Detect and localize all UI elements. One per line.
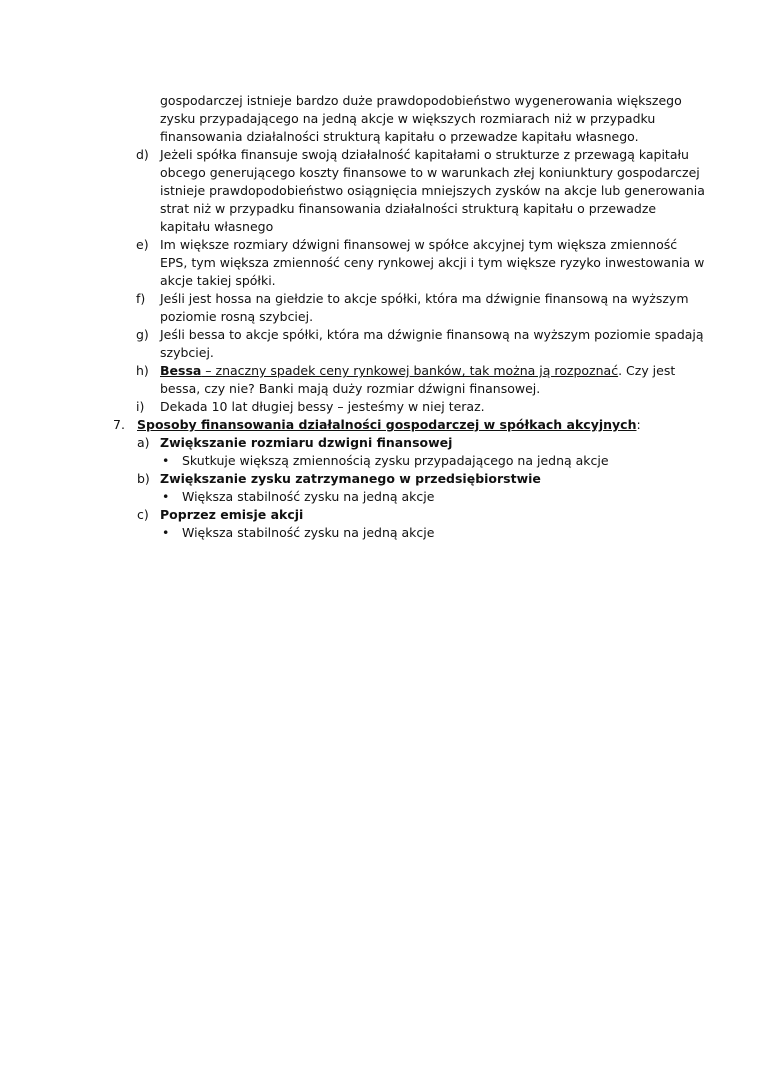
list-label: f) bbox=[136, 291, 146, 306]
document-page: gospodarczej istnieje bardzo duże prawdopodobieństwo wygenerowania większego zysku przypadającego na jedną akcje w większych rozmiarach niż w przypadku finansowania działalności strukturą kapitału o przewadze kapitału własnego. d) Jeżeli spółka finansuje swoją działalność kapitałami o strukturze z przewagą kapitału obcego generującego koszty finansowe to w warunkach złej koniunktury gospodarczej istnieje prawdopodobieństwo osiągnięcia mniejszych zysków na akcje lub generowania strat niż w przypadku finansowania działalności strukturą kapitału o przewadze kapitału własnego e) Im większe rozmiary dźwigni finansowej w spółce akcyjnej tym większa zmienność EPS, tym większa zmienność ceny rynkowej akcji i tym większe ryzyko inwestowania w akcje takiej spółki. f) Jeśli jest hossa na giełdzie to akcje spółki, która ma dźwignie finansową na wyższym poziomie rosną szybciej. g) Jeśli bessa to akcje spółki, która ma dźwignie finansową na wyższym poziomie spadają szybciej. h) Bessa – znaczny spadek ceny rynkowej banków, tak można ją rozpoznać. Czy jest bessa, czy nie? Banki mają duży rozmiar dźwigni finansowej. i) Dekada 10 lat długiej bessy – jesteśmy w niej teraz. 7. Sposoby finansowania działalności gospodarczej w spółkach akcyjnych: a) Zwiększanie rozmiaru dzwigni finansowej • Skutkuje większą zmiennością zysku przypadającego na jedną akcje b) Zwiększanie zysku zatrzymanego w przedsiębiorstwie • Większa stabilność zysku na jedną akcje c) Poprzez emisje akcji • Większa stabilność zysku na jedną akcje bbox=[113, 93, 705, 540]
bullet-icon: • bbox=[162, 525, 170, 540]
section-title: Sposoby finansowania działalności gospodarczej w spółkach akcyjnych bbox=[137, 417, 637, 432]
subsection-title: Zwiększanie rozmiaru dzwigni finansowej bbox=[160, 435, 453, 450]
list-label: h) bbox=[136, 363, 149, 378]
section-number: 7. bbox=[113, 417, 125, 432]
bullet-icon: • bbox=[162, 489, 170, 504]
list-label: a) bbox=[137, 435, 150, 450]
bullet-icon: • bbox=[162, 453, 170, 468]
list-label: c) bbox=[137, 507, 149, 522]
list-label: g) bbox=[136, 327, 149, 342]
subsection-title: Zwiększanie zysku zatrzymanego w przedsiębiorstwie bbox=[160, 471, 541, 486]
list-label: i) bbox=[136, 399, 145, 414]
list-label: b) bbox=[137, 471, 150, 486]
list-label: d) bbox=[136, 147, 149, 162]
list-label: e) bbox=[136, 237, 149, 252]
term-bessa: Bessa bbox=[160, 363, 202, 378]
subsection-title: Poprzez emisje akcji bbox=[160, 507, 304, 522]
term-definition: – znaczny spadek ceny rynkowej banków, tak można ją rozpoznać bbox=[201, 363, 619, 378]
